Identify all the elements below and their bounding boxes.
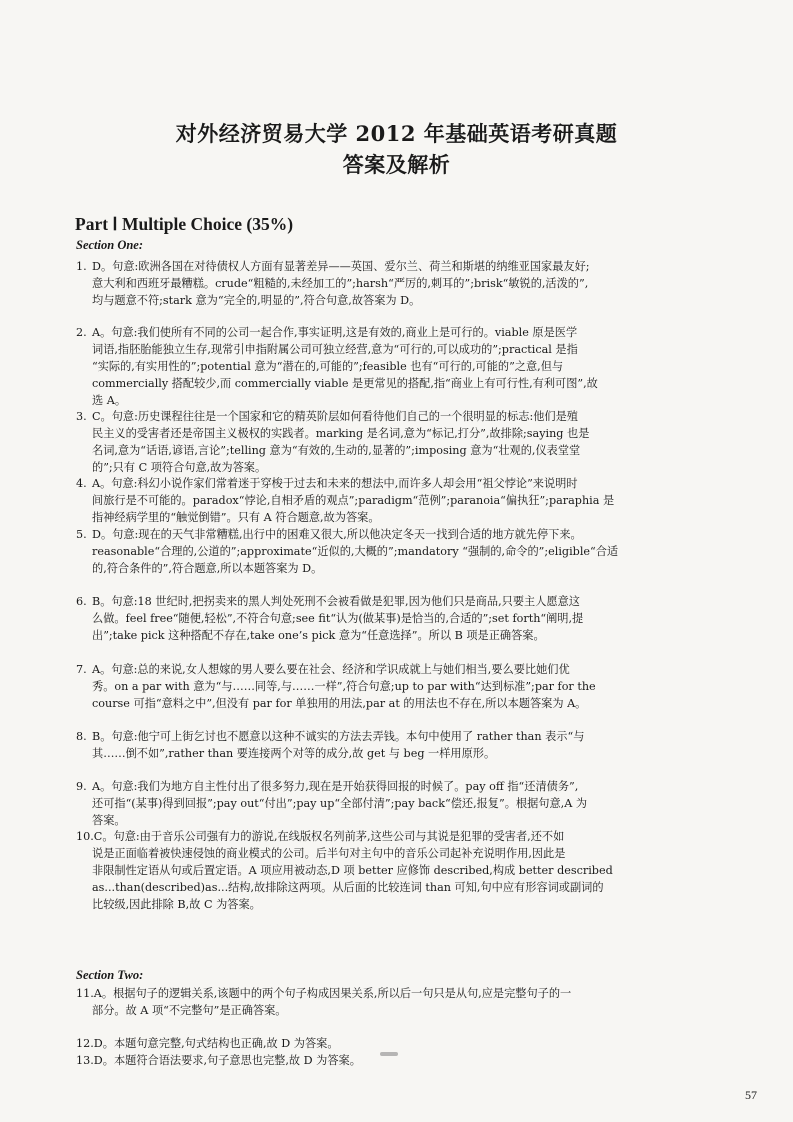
answer-text: C。句意:由于音乐公司强有力的游说,在线版权名列前茅,这些公司与其说是犯罪的受害者,还不如: [93, 830, 565, 843]
answer-line: 么做。feel free“随便,轻松”,不符合句意;see fit“认为(做某事)是恰当的,合适的”;set forth“阐明,提: [92, 612, 584, 625]
answer-number: 5.: [76, 528, 87, 541]
answer-line: 比较级,因此排除 B,故 C 为答案。: [92, 898, 261, 911]
answer-line: [76, 828, 716, 845]
answer-line: 答案。: [92, 814, 126, 827]
answer-line: [76, 778, 716, 795]
answer-line: [76, 324, 716, 341]
answer-line: 其……倒不如”,rather than 要连接两个对等的成分,故 get 与 beg 一样用原形。: [92, 747, 496, 760]
answer-item: [76, 593, 716, 644]
answer-line: [76, 728, 716, 745]
answer-line: 民主义的受害者还是帝国主义极权的实践者。marking 是名词,意为“标记,打分”,故排除;saying 也是: [92, 427, 590, 440]
answer-item: [76, 778, 716, 829]
answer-item: [76, 828, 716, 913]
answer-number: 11.: [76, 987, 94, 1000]
answer-line: [76, 408, 716, 425]
answer-line: 选 A。: [92, 394, 127, 407]
answer-line: [76, 1035, 716, 1052]
answer-text: A。句意:总的来说,女人想嫁的男人要么要在社会、经济和学识成就上与她们相当,要么要比她们优: [92, 663, 570, 676]
answer-number: 6.: [76, 595, 87, 608]
answer-number: 8.: [76, 730, 87, 743]
answer-text: A。句意:科幻小说作家们常着迷于穿梭于过去和未来的想法中,而许多人却会用“祖父悖论”来说明时: [92, 477, 578, 490]
document-title: 对外经济贸易大学 2012 年基础英语考研真题: [175, 121, 618, 146]
answer-line: [76, 475, 716, 492]
answer-item: [76, 475, 716, 526]
answer-line: “实际的,有实用性的”;potential 意为“潜在的,可能的”;feasible 也有“可行的,可能的”之意,但与: [92, 360, 564, 373]
answer-item: [76, 526, 716, 577]
answer-number: 13.: [76, 1054, 94, 1067]
answer-number: 12.: [76, 1037, 94, 1050]
answer-line: 指神经病学里的“触觉倒错”。只有 A 符合题意,故为答案。: [92, 511, 380, 524]
answer-line: as...than(described)as...结构,故排除这两项。从后面的比较连词 than 可知,句中应有形容词或副词的: [92, 881, 604, 894]
answer-item: [76, 661, 716, 712]
answer-item: [76, 985, 716, 1019]
answer-number: 2.: [76, 326, 87, 339]
answer-text: C。句意:历史课程往往是一个国家和它的精英阶层如何看待他们自己的一个很明显的标志:他们是殖: [92, 410, 578, 423]
answer-line: course 可指“意料之中”,但没有 par for 单独用的用法,par at 的用法也不存在,所以本题答案为 A。: [92, 697, 587, 710]
answer-number: 3.: [76, 410, 87, 423]
answer-text: D。本题符合语法要求,句子意思也完整,故 D 为答案。: [93, 1054, 361, 1067]
part-heading: Part Ⅰ Multiple Choice (35%): [75, 214, 294, 234]
answer-text: A。句意:我们为地方自主性付出了很多努力,现在是开始获得回报的时候了。pay off 指“还清债务”,: [92, 780, 579, 793]
answer-number: 9.: [76, 780, 87, 793]
answer-number: 7.: [76, 663, 87, 676]
answer-line: 部分。故 A 项“不完整句”是正确答案。: [92, 1004, 287, 1017]
answer-item: [76, 728, 716, 762]
answer-text: D。句意:欧洲各国在对待债权人方面有显著差异——英国、爱尔兰、荷兰和斯堪的纳维亚国家最友好;: [92, 260, 590, 273]
answer-line: 出”;take pick 这种搭配不存在,take one’s pick 意为“任意选择”。所以 B 项是正确答案。: [92, 629, 545, 642]
page-mark: [380, 1052, 398, 1056]
page-number: 57: [745, 1088, 757, 1102]
answer-line: 说是正面临着被快速侵蚀的商业模式的公司。后半句对主句中的音乐公司起补充说明作用,因此是: [92, 847, 566, 860]
answer-line: 意大利和西班牙最糟糕。crude“粗糙的,未经加工的”;harsh“严厉的,刺耳的”;brisk“敏锐的,活泼的”,: [92, 277, 589, 290]
answer-line: [76, 593, 716, 610]
answer-number: 10.: [76, 830, 94, 843]
answer-line: 间旅行是不可能的。paradox“悖论,自相矛盾的观点”;paradigm“范例”;paranoia“偏执狂”;paraphia 是: [92, 494, 615, 507]
answer-line: commercially 搭配较少,而 commercially viable 是更常见的搭配,指“商业上有可行性,有利可图”,故: [92, 377, 598, 390]
answer-text: D。本题句意完整,句式结构也正确,故 D 为答案。: [93, 1037, 339, 1050]
answer-line: [76, 661, 716, 678]
section-one-heading: Section One:: [76, 238, 144, 252]
answer-line: 均与题意不符;stark 意为“完全的,明显的”,符合句意,故答案为 D。: [92, 294, 421, 307]
answer-line: [76, 985, 716, 1002]
answer-line: 还可指“(某事)得到回报”;pay out“付出”;pay up“全部付清”;pay back“偿还,报复”。根据句意,A 为: [92, 797, 588, 810]
answer-line: 词语,指胚胎能独立生存,现常引申指附属公司可独立经营,意为“可行的,可以成功的”;practical 是指: [92, 343, 578, 356]
answer-text: D。句意:现在的天气非常糟糕,出行中的困难又很大,所以他决定冬天一找到合适的地方就先停下来。: [92, 528, 582, 541]
answer-line: 名词,意为“话语,谚语,言论”;telling 意为“有效的,生动的,显著的”;imposing 意为“壮观的,仪表堂堂: [92, 444, 581, 457]
answer-line: 的,符合条件的”,符合题意,所以本题答案为 D。: [92, 562, 323, 575]
answer-number: 1.: [76, 260, 87, 273]
answer-text: A。根据句子的逻辑关系,该题中的两个句子构成因果关系,所以后一句只是从句,应是完整句子的一: [93, 987, 572, 1000]
answer-item: [76, 408, 716, 476]
answer-text: B。句意:他宁可上街乞讨也不愿意以这种不诚实的方法去弄钱。本句中使用了 rather than 表示“与: [92, 730, 585, 743]
answer-line: 非限制性定语从句或后置定语。A 项应用被动态,D 项 better 应修饰 described,构成 better described: [92, 864, 613, 877]
answer-line: 秀。on a par with 意为“与……同等,与……一样”,符合句意;up to par with“达到标准”;par for the: [92, 680, 596, 693]
answer-text: A。句意:我们使所有不同的公司一起合作,事实证明,这是有效的,商业上是可行的。viable 原是医学: [92, 326, 578, 339]
answer-item: [76, 1035, 716, 1052]
answer-item: [76, 324, 716, 409]
answer-line: reasonable“合理的,公道的”;approximate“近似的,大概的”;mandatory “强制的,命令的”;eligible“合适: [92, 545, 619, 558]
answer-line: [76, 526, 716, 543]
answer-number: 4.: [76, 477, 87, 490]
answer-item: [76, 258, 716, 309]
answer-text: B。句意:18 世纪时,把拐卖来的黑人判处死刑不会被看做是犯罪,因为他们只是商品,只要主人愿意这: [92, 595, 580, 608]
answer-line: [76, 258, 716, 275]
section-two-heading: Section Two:: [76, 968, 144, 982]
answer-line: 的”;只有 C 项符合句意,故为答案。: [92, 461, 267, 474]
document-subtitle: 答案及解析: [342, 152, 451, 177]
